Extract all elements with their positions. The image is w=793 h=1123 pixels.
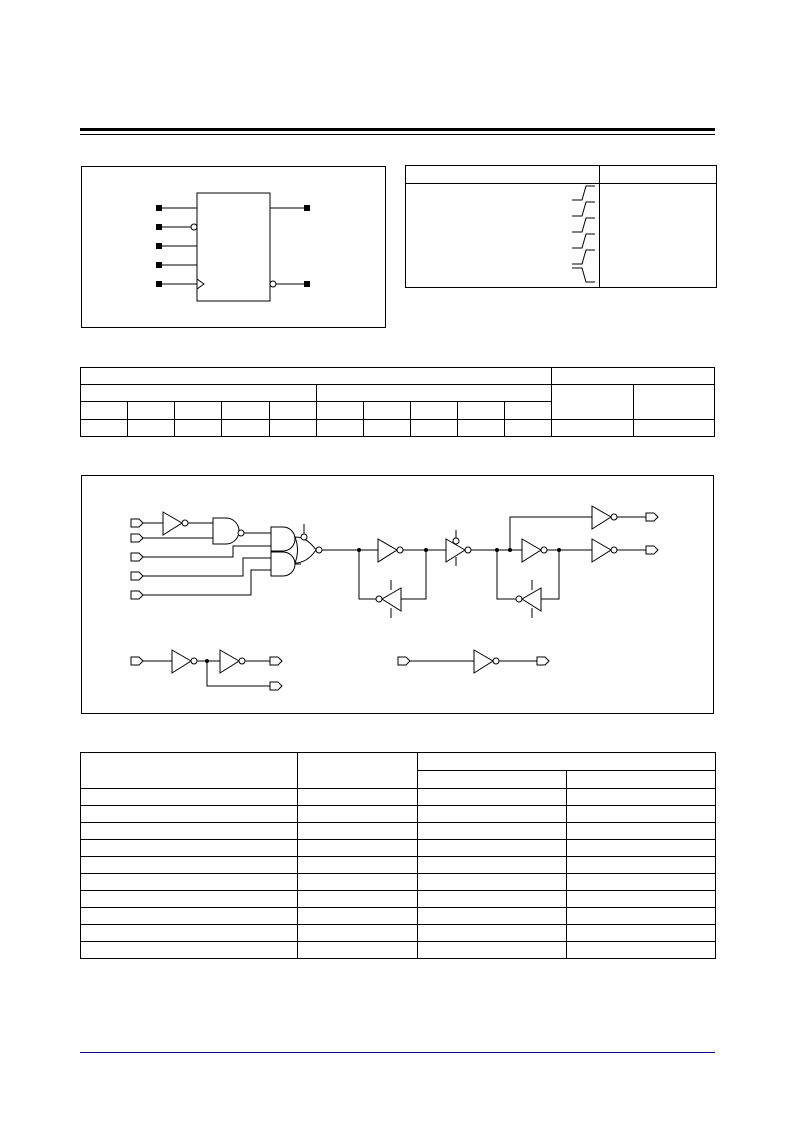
char-cell	[418, 874, 567, 891]
char-cell	[81, 823, 298, 840]
characteristics-table	[80, 752, 716, 959]
input-port-icon	[131, 519, 143, 527]
char-cell	[81, 891, 298, 908]
char-cell	[298, 823, 418, 840]
char-cell	[298, 857, 418, 874]
char-cell	[567, 942, 716, 959]
char-cell	[81, 840, 298, 857]
output-port-icon	[646, 546, 658, 554]
char-cell	[418, 891, 567, 908]
inverter-icon	[382, 588, 401, 611]
char-cell	[298, 908, 418, 925]
char-cell	[418, 806, 567, 823]
char-cell	[298, 891, 418, 908]
output-port-icon	[537, 657, 549, 665]
and-gate-icon	[271, 552, 295, 576]
nor-gate-icon	[295, 537, 316, 563]
char-cell	[81, 925, 298, 942]
char-header-parameter	[81, 753, 298, 789]
and-gate-icon	[213, 518, 239, 544]
char-cell	[81, 874, 298, 891]
char-cell	[298, 806, 418, 823]
char-cell	[298, 942, 418, 959]
inverter-icon	[592, 506, 611, 529]
input-port-icon	[131, 657, 143, 665]
and-gate-icon	[271, 527, 295, 551]
inverter-icon	[474, 650, 493, 673]
char-cell	[418, 840, 567, 857]
inverter-icon	[522, 539, 541, 562]
char-cell	[81, 857, 298, 874]
char-cell	[418, 942, 567, 959]
input-port-icon	[131, 534, 143, 542]
char-cell	[298, 840, 418, 857]
input-port-icon	[131, 572, 143, 580]
input-port-icon	[131, 553, 143, 561]
char-cell	[567, 840, 716, 857]
footer-rule	[80, 1052, 715, 1053]
char-cell	[81, 908, 298, 925]
char-cell	[567, 874, 716, 891]
inverter-icon	[163, 512, 182, 535]
char-cell	[81, 789, 298, 806]
inverter-icon	[378, 539, 397, 562]
char-cell	[567, 891, 716, 908]
char-header-conditions	[298, 753, 418, 789]
input-port-icon	[131, 591, 143, 599]
char-cell	[418, 857, 567, 874]
output-port-icon	[270, 657, 282, 665]
char-cell	[567, 925, 716, 942]
char-cell	[418, 789, 567, 806]
char-cell	[81, 942, 298, 959]
char-cell	[298, 925, 418, 942]
output-port-icon	[646, 513, 658, 521]
char-cell	[298, 789, 418, 806]
char-subheader-1	[418, 771, 567, 789]
output-port-icon	[270, 682, 282, 690]
inverter-icon	[220, 650, 239, 673]
char-cell	[418, 925, 567, 942]
char-cell	[567, 789, 716, 806]
inverter-icon	[592, 539, 611, 562]
char-cell	[81, 806, 298, 823]
char-cell	[567, 908, 716, 925]
char-cell	[418, 823, 567, 840]
char-header-values	[418, 753, 716, 771]
char-cell	[567, 823, 716, 840]
char-cell	[418, 908, 567, 925]
char-cell	[298, 874, 418, 891]
char-cell	[567, 806, 716, 823]
char-subheader-2	[567, 771, 716, 789]
inverter-icon	[172, 650, 191, 673]
inverter-icon	[522, 588, 541, 611]
char-cell	[567, 857, 716, 874]
input-port-icon	[398, 657, 410, 665]
